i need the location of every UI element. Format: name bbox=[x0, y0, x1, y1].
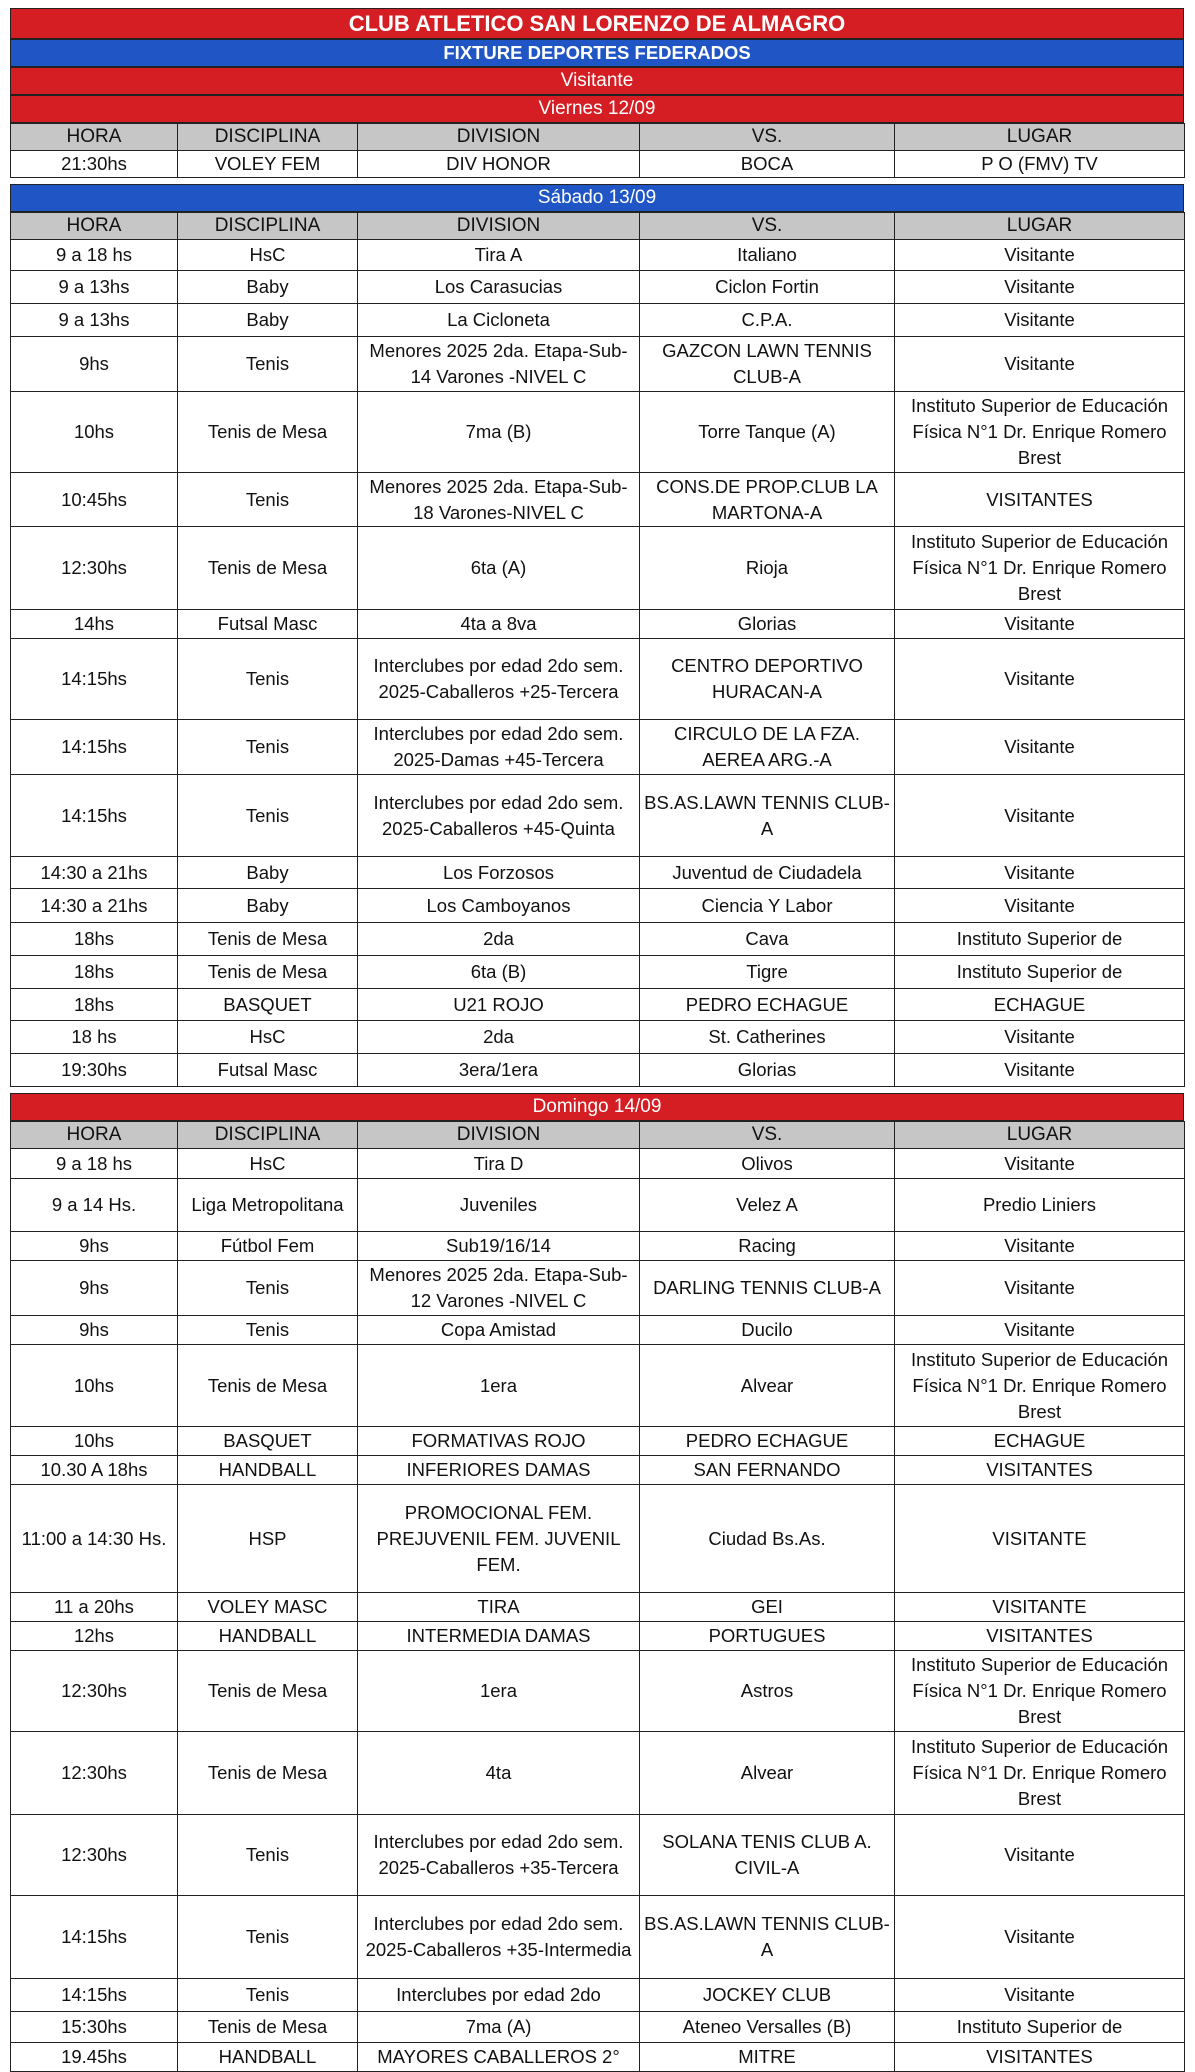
cell-disciplina: Tenis bbox=[178, 1261, 358, 1316]
cell-lugar: Visitante bbox=[895, 304, 1185, 337]
table-row bbox=[11, 2012, 1185, 2043]
cell-vs: PORTUGUES bbox=[640, 1622, 895, 1651]
cell-lugar: Instituto Superior de Educación Física N°1 Dr. Enrique Romero Brest bbox=[895, 1732, 1185, 1815]
cell-lugar: Instituto Superior de Educación Física N°1 Dr. Enrique Romero Brest bbox=[895, 1651, 1185, 1732]
table-row bbox=[11, 1054, 1185, 1087]
cell-lugar: ECHAGUE bbox=[895, 1427, 1185, 1456]
cell-division: 7ma (B) bbox=[358, 392, 640, 473]
cell-hora: 21:30hs bbox=[11, 151, 178, 178]
table-row bbox=[11, 271, 1185, 304]
cell-division: DIV HONOR bbox=[358, 151, 640, 178]
table-row bbox=[11, 857, 1185, 889]
mode-banner: Visitante bbox=[10, 67, 1184, 95]
table-row bbox=[11, 1149, 1185, 1179]
table-row bbox=[11, 1316, 1185, 1345]
cell-lugar: Instituto Superior de bbox=[895, 2012, 1185, 2043]
cell-vs: Alvear bbox=[640, 1732, 895, 1815]
cell-division: 1era bbox=[358, 1345, 640, 1427]
cell-hora: 14:30 a 21hs bbox=[11, 857, 178, 889]
table-row bbox=[11, 527, 1185, 610]
table-row bbox=[11, 639, 1185, 720]
cell-hora: 12:30hs bbox=[11, 1732, 178, 1815]
cell-vs: SOLANA TENIS CLUB A. CIVIL-A bbox=[640, 1815, 895, 1896]
table-row bbox=[11, 1427, 1185, 1456]
cell-lugar: VISITANTES bbox=[895, 1622, 1185, 1651]
cell-disciplina: Liga Metropolitana bbox=[178, 1179, 358, 1232]
cell-vs: DARLING TENNIS CLUB-A bbox=[640, 1261, 895, 1316]
cell-disciplina: Tenis bbox=[178, 1316, 358, 1345]
cell-disciplina: Tenis bbox=[178, 775, 358, 857]
cell-disciplina: HANDBALL bbox=[178, 1456, 358, 1485]
table-row bbox=[11, 2043, 1185, 2072]
cell-vs: GEI bbox=[640, 1593, 895, 1622]
cell-hora: 9 a 13hs bbox=[11, 304, 178, 337]
cell-vs: PEDRO ECHAGUE bbox=[640, 1427, 895, 1456]
cell-vs: Ciudad Bs.As. bbox=[640, 1485, 895, 1593]
cell-lugar: Visitante bbox=[895, 1232, 1185, 1261]
column-header-vs: VS. bbox=[640, 213, 895, 240]
cell-lugar: Visitante bbox=[895, 337, 1185, 392]
cell-hora: 18hs bbox=[11, 956, 178, 989]
cell-hora: 19.45hs bbox=[11, 2043, 178, 2072]
cell-hora: 14:15hs bbox=[11, 720, 178, 775]
cell-disciplina: Tenis de Mesa bbox=[178, 2012, 358, 2043]
cell-disciplina: Tenis de Mesa bbox=[178, 527, 358, 610]
table-row bbox=[11, 1345, 1185, 1427]
column-header-hora: HORA bbox=[11, 1122, 178, 1149]
cell-disciplina: HANDBALL bbox=[178, 2043, 358, 2072]
cell-division: 2da bbox=[358, 1021, 640, 1054]
cell-vs: Alvear bbox=[640, 1345, 895, 1427]
table-row bbox=[11, 610, 1185, 639]
cell-lugar: Instituto Superior de bbox=[895, 956, 1185, 989]
cell-lugar: Instituto Superior de Educación Física N°1 Dr. Enrique Romero Brest bbox=[895, 392, 1185, 473]
cell-disciplina: Baby bbox=[178, 304, 358, 337]
cell-hora: 11 a 20hs bbox=[11, 1593, 178, 1622]
cell-lugar: Visitante bbox=[895, 639, 1185, 720]
table-row bbox=[11, 1261, 1185, 1316]
cell-disciplina: Tenis bbox=[178, 473, 358, 527]
cell-vs: Astros bbox=[640, 1651, 895, 1732]
table-row bbox=[11, 1593, 1185, 1622]
cell-vs: MITRE bbox=[640, 2043, 895, 2072]
cell-division: 6ta (B) bbox=[358, 956, 640, 989]
table-row bbox=[11, 889, 1185, 923]
cell-lugar: Predio Liniers bbox=[895, 1179, 1185, 1232]
table-row bbox=[11, 1456, 1185, 1485]
cell-vs: Ciencia Y Labor bbox=[640, 889, 895, 923]
cell-lugar: Visitante bbox=[895, 271, 1185, 304]
cell-vs: Ducilo bbox=[640, 1316, 895, 1345]
cell-lugar: ECHAGUE bbox=[895, 989, 1185, 1021]
cell-division: Copa Amistad bbox=[358, 1316, 640, 1345]
cell-disciplina: Tenis bbox=[178, 720, 358, 775]
cell-vs: C.P.A. bbox=[640, 304, 895, 337]
fixture-table bbox=[10, 212, 1185, 1087]
cell-disciplina: Tenis de Mesa bbox=[178, 923, 358, 956]
cell-disciplina: BASQUET bbox=[178, 1427, 358, 1456]
cell-division: 6ta (A) bbox=[358, 527, 640, 610]
cell-vs: Racing bbox=[640, 1232, 895, 1261]
cell-vs: Ateneo Versalles (B) bbox=[640, 2012, 895, 2043]
cell-vs: Juventud de Ciudadela bbox=[640, 857, 895, 889]
cell-hora: 12:30hs bbox=[11, 1815, 178, 1896]
table-row bbox=[11, 720, 1185, 775]
cell-disciplina: Fútbol Fem bbox=[178, 1232, 358, 1261]
cell-lugar: Visitante bbox=[895, 1979, 1185, 2012]
cell-vs: Glorias bbox=[640, 1054, 895, 1087]
column-header-division: DIVISION bbox=[358, 213, 640, 240]
cell-lugar: Instituto Superior de Educación Física N°1 Dr. Enrique Romero Brest bbox=[895, 527, 1185, 610]
cell-disciplina: BASQUET bbox=[178, 989, 358, 1021]
cell-hora: 9hs bbox=[11, 1316, 178, 1345]
cell-hora: 9hs bbox=[11, 1232, 178, 1261]
table-row bbox=[11, 1896, 1185, 1979]
cell-hora: 14hs bbox=[11, 610, 178, 639]
table-row bbox=[11, 989, 1185, 1021]
table-row bbox=[11, 923, 1185, 956]
cell-division: FORMATIVAS ROJO bbox=[358, 1427, 640, 1456]
cell-disciplina: Baby bbox=[178, 857, 358, 889]
cell-vs: GAZCON LAWN TENNIS CLUB-A bbox=[640, 337, 895, 392]
cell-vs: BOCA bbox=[640, 151, 895, 178]
column-header-row bbox=[11, 124, 1185, 151]
fixture-table bbox=[10, 123, 1185, 178]
column-header-row bbox=[11, 213, 1185, 240]
cell-division: INTERMEDIA DAMAS bbox=[358, 1622, 640, 1651]
column-header-division: DIVISION bbox=[358, 1122, 640, 1149]
cell-vs: Tigre bbox=[640, 956, 895, 989]
cell-hora: 18hs bbox=[11, 989, 178, 1021]
club-title: CLUB ATLETICO SAN LORENZO DE ALMAGRO bbox=[10, 8, 1184, 39]
cell-division: TIRA bbox=[358, 1593, 640, 1622]
cell-hora: 10hs bbox=[11, 1427, 178, 1456]
cell-hora: 11:00 a 14:30 Hs. bbox=[11, 1485, 178, 1593]
cell-lugar: P O (FMV) TV bbox=[895, 151, 1185, 178]
cell-hora: 9 a 13hs bbox=[11, 271, 178, 304]
table-row bbox=[11, 1651, 1185, 1732]
fixture-subtitle: FIXTURE DEPORTES FEDERADOS bbox=[10, 39, 1184, 67]
column-header-hora: HORA bbox=[11, 213, 178, 240]
cell-disciplina: Tenis bbox=[178, 337, 358, 392]
cell-division: Menores 2025 2da. Etapa-Sub-12 Varones -NIVEL C bbox=[358, 1261, 640, 1316]
cell-hora: 12:30hs bbox=[11, 527, 178, 610]
column-header-row bbox=[11, 1122, 1185, 1149]
cell-disciplina: Tenis de Mesa bbox=[178, 1651, 358, 1732]
cell-lugar: VISITANTES bbox=[895, 473, 1185, 527]
cell-division: Tira A bbox=[358, 240, 640, 271]
table-row bbox=[11, 1979, 1185, 2012]
cell-division: Interclubes por edad 2do sem. 2025-Caballeros +45-Quinta bbox=[358, 775, 640, 857]
cell-vs: Italiano bbox=[640, 240, 895, 271]
table-row bbox=[11, 473, 1185, 527]
table-row bbox=[11, 1179, 1185, 1232]
cell-lugar: Visitante bbox=[895, 610, 1185, 639]
cell-lugar: Visitante bbox=[895, 1054, 1185, 1087]
cell-lugar: Visitante bbox=[895, 1149, 1185, 1179]
cell-division: 3era/1era bbox=[358, 1054, 640, 1087]
cell-hora: 14:15hs bbox=[11, 1979, 178, 2012]
cell-division: 1era bbox=[358, 1651, 640, 1732]
column-header-lugar: LUGAR bbox=[895, 124, 1185, 151]
cell-disciplina: Tenis bbox=[178, 639, 358, 720]
cell-division: Interclubes por edad 2do sem. 2025-Damas +45-Tercera bbox=[358, 720, 640, 775]
cell-division: Interclubes por edad 2do bbox=[358, 1979, 640, 2012]
cell-hora: 10hs bbox=[11, 1345, 178, 1427]
cell-disciplina: Tenis de Mesa bbox=[178, 1732, 358, 1815]
fixture-table bbox=[10, 1121, 1185, 2072]
cell-division: Interclubes por edad 2do sem. 2025-Caballeros +35-Tercera bbox=[358, 1815, 640, 1896]
cell-vs: Olivos bbox=[640, 1149, 895, 1179]
cell-division: 2da bbox=[358, 923, 640, 956]
days-container bbox=[10, 95, 1184, 2072]
cell-division: Los Camboyanos bbox=[358, 889, 640, 923]
cell-division: Menores 2025 2da. Etapa-Sub-18 Varones-NIVEL C bbox=[358, 473, 640, 527]
cell-disciplina: VOLEY MASC bbox=[178, 1593, 358, 1622]
column-header-disciplina: DISCIPLINA bbox=[178, 213, 358, 240]
cell-hora: 19:30hs bbox=[11, 1054, 178, 1087]
day-banner: Sábado 13/09 bbox=[10, 184, 1184, 212]
cell-vs: Glorias bbox=[640, 610, 895, 639]
table-row bbox=[11, 304, 1185, 337]
cell-division: PROMOCIONAL FEM. PREJUVENIL FEM. JUVENIL FEM. bbox=[358, 1485, 640, 1593]
cell-lugar: Instituto Superior de Educación Física N°1 Dr. Enrique Romero Brest bbox=[895, 1345, 1185, 1427]
cell-division: 4ta a 8va bbox=[358, 610, 640, 639]
cell-vs: PEDRO ECHAGUE bbox=[640, 989, 895, 1021]
cell-disciplina: VOLEY FEM bbox=[178, 151, 358, 178]
table-row bbox=[11, 775, 1185, 857]
cell-vs: BS.AS.LAWN TENNIS CLUB-A bbox=[640, 1896, 895, 1979]
cell-lugar: Visitante bbox=[895, 720, 1185, 775]
cell-hora: 9 a 18 hs bbox=[11, 240, 178, 271]
cell-lugar: Visitante bbox=[895, 1261, 1185, 1316]
cell-lugar: Visitante bbox=[895, 1815, 1185, 1896]
cell-vs: Ciclon Fortin bbox=[640, 271, 895, 304]
cell-hora: 12:30hs bbox=[11, 1651, 178, 1732]
table-row bbox=[11, 151, 1185, 178]
column-header-vs: VS. bbox=[640, 124, 895, 151]
cell-division: Menores 2025 2da. Etapa-Sub-14 Varones -NIVEL C bbox=[358, 337, 640, 392]
column-header-lugar: LUGAR bbox=[895, 1122, 1185, 1149]
cell-disciplina: Futsal Masc bbox=[178, 610, 358, 639]
cell-vs: JOCKEY CLUB bbox=[640, 1979, 895, 2012]
column-header-disciplina: DISCIPLINA bbox=[178, 124, 358, 151]
cell-lugar: Instituto Superior de bbox=[895, 923, 1185, 956]
cell-hora: 10:45hs bbox=[11, 473, 178, 527]
cell-disciplina: HANDBALL bbox=[178, 1622, 358, 1651]
cell-division: Tira D bbox=[358, 1149, 640, 1179]
table-row bbox=[11, 1622, 1185, 1651]
table-row bbox=[11, 392, 1185, 473]
cell-vs: Rioja bbox=[640, 527, 895, 610]
cell-lugar: Visitante bbox=[895, 889, 1185, 923]
cell-lugar: VISITANTES bbox=[895, 2043, 1185, 2072]
cell-division: 4ta bbox=[358, 1732, 640, 1815]
cell-division: La Cicloneta bbox=[358, 304, 640, 337]
cell-hora: 9 a 14 Hs. bbox=[11, 1179, 178, 1232]
cell-disciplina: HsC bbox=[178, 240, 358, 271]
cell-lugar: Visitante bbox=[895, 1896, 1185, 1979]
cell-lugar: Visitante bbox=[895, 775, 1185, 857]
cell-disciplina: HsC bbox=[178, 1149, 358, 1179]
cell-disciplina: Tenis de Mesa bbox=[178, 956, 358, 989]
cell-disciplina: Tenis bbox=[178, 1815, 358, 1896]
cell-hora: 15:30hs bbox=[11, 2012, 178, 2043]
cell-division: 7ma (A) bbox=[358, 2012, 640, 2043]
cell-disciplina: Tenis de Mesa bbox=[178, 392, 358, 473]
column-header-hora: HORA bbox=[11, 124, 178, 151]
table-row bbox=[11, 1815, 1185, 1896]
cell-division: MAYORES CABALLEROS 2° bbox=[358, 2043, 640, 2072]
cell-vs: Velez A bbox=[640, 1179, 895, 1232]
cell-division: Sub19/16/14 bbox=[358, 1232, 640, 1261]
table-row bbox=[11, 956, 1185, 989]
cell-hora: 14:15hs bbox=[11, 775, 178, 857]
cell-division: Interclubes por edad 2do sem. 2025-Caballeros +25-Tercera bbox=[358, 639, 640, 720]
table-row bbox=[11, 337, 1185, 392]
cell-hora: 14:30 a 21hs bbox=[11, 889, 178, 923]
cell-vs: CIRCULO DE LA FZA. AEREA ARG.-A bbox=[640, 720, 895, 775]
cell-disciplina: Tenis bbox=[178, 1896, 358, 1979]
column-header-disciplina: DISCIPLINA bbox=[178, 1122, 358, 1149]
column-header-lugar: LUGAR bbox=[895, 213, 1185, 240]
cell-disciplina: Baby bbox=[178, 889, 358, 923]
cell-lugar: Visitante bbox=[895, 1021, 1185, 1054]
cell-hora: 12hs bbox=[11, 1622, 178, 1651]
cell-hora: 14:15hs bbox=[11, 639, 178, 720]
cell-hora: 14:15hs bbox=[11, 1896, 178, 1979]
cell-division: INFERIORES DAMAS bbox=[358, 1456, 640, 1485]
cell-hora: 9 a 18 hs bbox=[11, 1149, 178, 1179]
table-row bbox=[11, 240, 1185, 271]
cell-vs: Cava bbox=[640, 923, 895, 956]
table-row bbox=[11, 1485, 1185, 1593]
cell-hora: 9hs bbox=[11, 1261, 178, 1316]
table-row bbox=[11, 1732, 1185, 1815]
day-banner: Viernes 12/09 bbox=[10, 95, 1184, 123]
fixture-sheet bbox=[10, 8, 1184, 2072]
cell-disciplina: HSP bbox=[178, 1485, 358, 1593]
cell-disciplina: Futsal Masc bbox=[178, 1054, 358, 1087]
cell-vs: BS.AS.LAWN TENNIS CLUB-A bbox=[640, 775, 895, 857]
table-row bbox=[11, 1021, 1185, 1054]
cell-lugar: Visitante bbox=[895, 857, 1185, 889]
cell-hora: 10hs bbox=[11, 392, 178, 473]
cell-division: Los Forzosos bbox=[358, 857, 640, 889]
column-header-vs: VS. bbox=[640, 1122, 895, 1149]
cell-vs: CENTRO DEPORTIVO HURACAN-A bbox=[640, 639, 895, 720]
cell-hora: 9hs bbox=[11, 337, 178, 392]
day-banner: Domingo 14/09 bbox=[10, 1093, 1184, 1121]
cell-division: Interclubes por edad 2do sem. 2025-Caballeros +35-Intermedia bbox=[358, 1896, 640, 1979]
cell-vs: SAN FERNANDO bbox=[640, 1456, 895, 1485]
table-row bbox=[11, 1232, 1185, 1261]
cell-lugar: Visitante bbox=[895, 1316, 1185, 1345]
cell-lugar: VISITANTE bbox=[895, 1485, 1185, 1593]
cell-vs: CONS.DE PROP.CLUB LA MARTONA-A bbox=[640, 473, 895, 527]
cell-vs: Torre Tanque (A) bbox=[640, 392, 895, 473]
cell-disciplina: Baby bbox=[178, 271, 358, 304]
cell-lugar: Visitante bbox=[895, 240, 1185, 271]
cell-vs: St. Catherines bbox=[640, 1021, 895, 1054]
cell-disciplina: Tenis bbox=[178, 1979, 358, 2012]
cell-hora: 18 hs bbox=[11, 1021, 178, 1054]
cell-hora: 10.30 A 18hs bbox=[11, 1456, 178, 1485]
column-header-division: DIVISION bbox=[358, 124, 640, 151]
cell-division: U21 ROJO bbox=[358, 989, 640, 1021]
cell-disciplina: HsC bbox=[178, 1021, 358, 1054]
cell-lugar: VISITANTES bbox=[895, 1456, 1185, 1485]
cell-division: Juveniles bbox=[358, 1179, 640, 1232]
cell-lugar: VISITANTE bbox=[895, 1593, 1185, 1622]
cell-hora: 18hs bbox=[11, 923, 178, 956]
cell-disciplina: Tenis de Mesa bbox=[178, 1345, 358, 1427]
cell-division: Los Carasucias bbox=[358, 271, 640, 304]
